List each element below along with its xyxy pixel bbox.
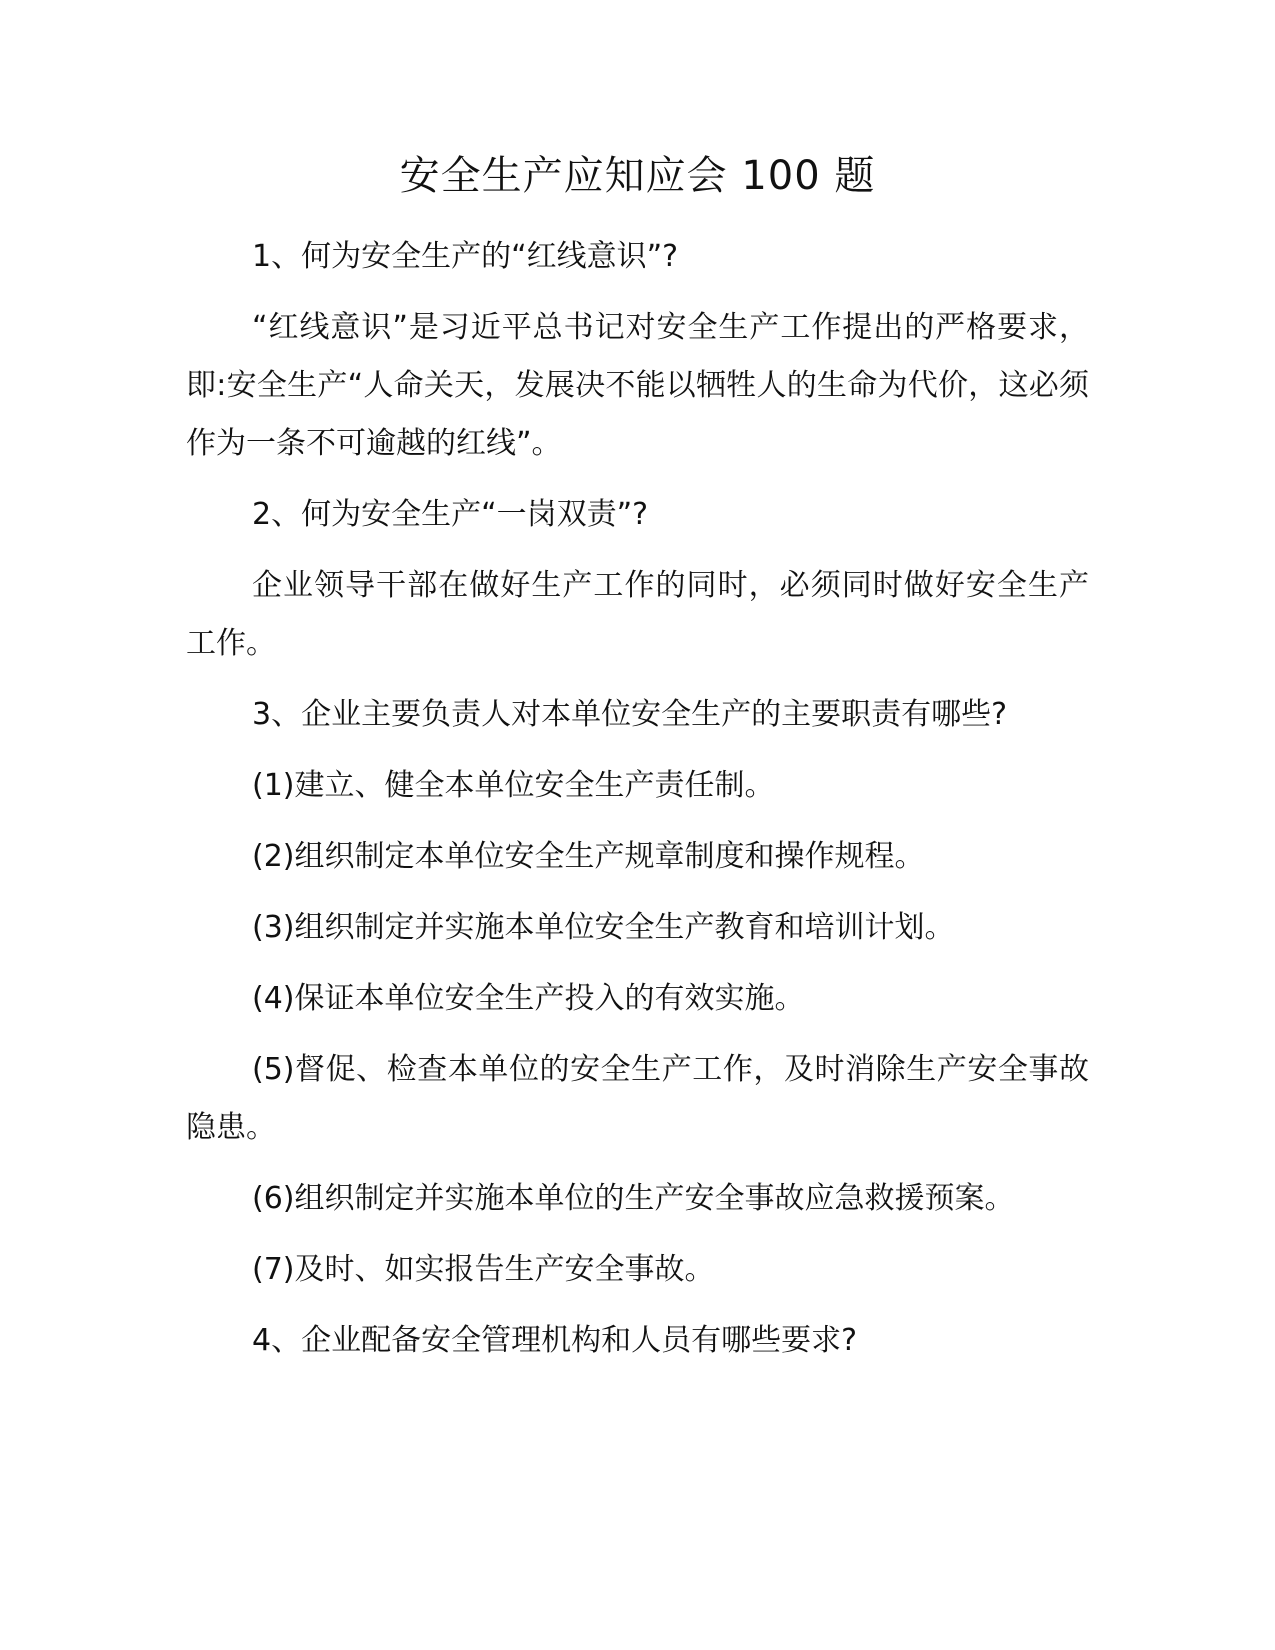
answer-3-item-2: (2)组织制定本单位安全生产规章制度和操作规程。	[252, 839, 925, 874]
answer-3-item-5: (5)督促、检查本单位的安全生产工作，及时消除生产安全事故隐患。	[186, 1052, 1089, 1145]
answer-3-item-7: (7)及时、如实报告生产安全事故。	[252, 1252, 715, 1287]
page-title: 安全生产应知应会 100 题	[399, 153, 876, 199]
answer-1: “红线意识”是习近平总书记对安全生产工作提出的严格要求，即:安全生产“人命关天，发展决不能以牺牲人的生命为代价，这必须作为一条不可逾越的红线”。	[186, 310, 1089, 461]
answer-3-item-4: (4)保证本单位安全生产投入的有效实施。	[252, 981, 805, 1016]
answer-3-item-1: (1)建立、健全本单位安全生产责任制。	[252, 768, 775, 803]
answer-3-item-6: (6)组织制定并实施本单位的生产安全事故应急救援预案。	[252, 1181, 1015, 1216]
document-body	[186, 228, 1089, 1383]
answer-2: 企业领导干部在做好生产工作的同时，必须同时做好安全生产工作。	[186, 568, 1089, 661]
question-4: 4、企业配备安全管理机构和人员有哪些要求?	[252, 1323, 858, 1358]
answer-3-item-3: (3)组织制定并实施本单位安全生产教育和培训计划。	[252, 910, 955, 945]
question-1: 1、何为安全生产的“红线意识”?	[252, 239, 679, 274]
question-2: 2、何为安全生产“一岗双责”?	[252, 497, 649, 532]
question-3: 3、企业主要负责人对本单位安全生产的主要职责有哪些?	[252, 697, 1008, 732]
